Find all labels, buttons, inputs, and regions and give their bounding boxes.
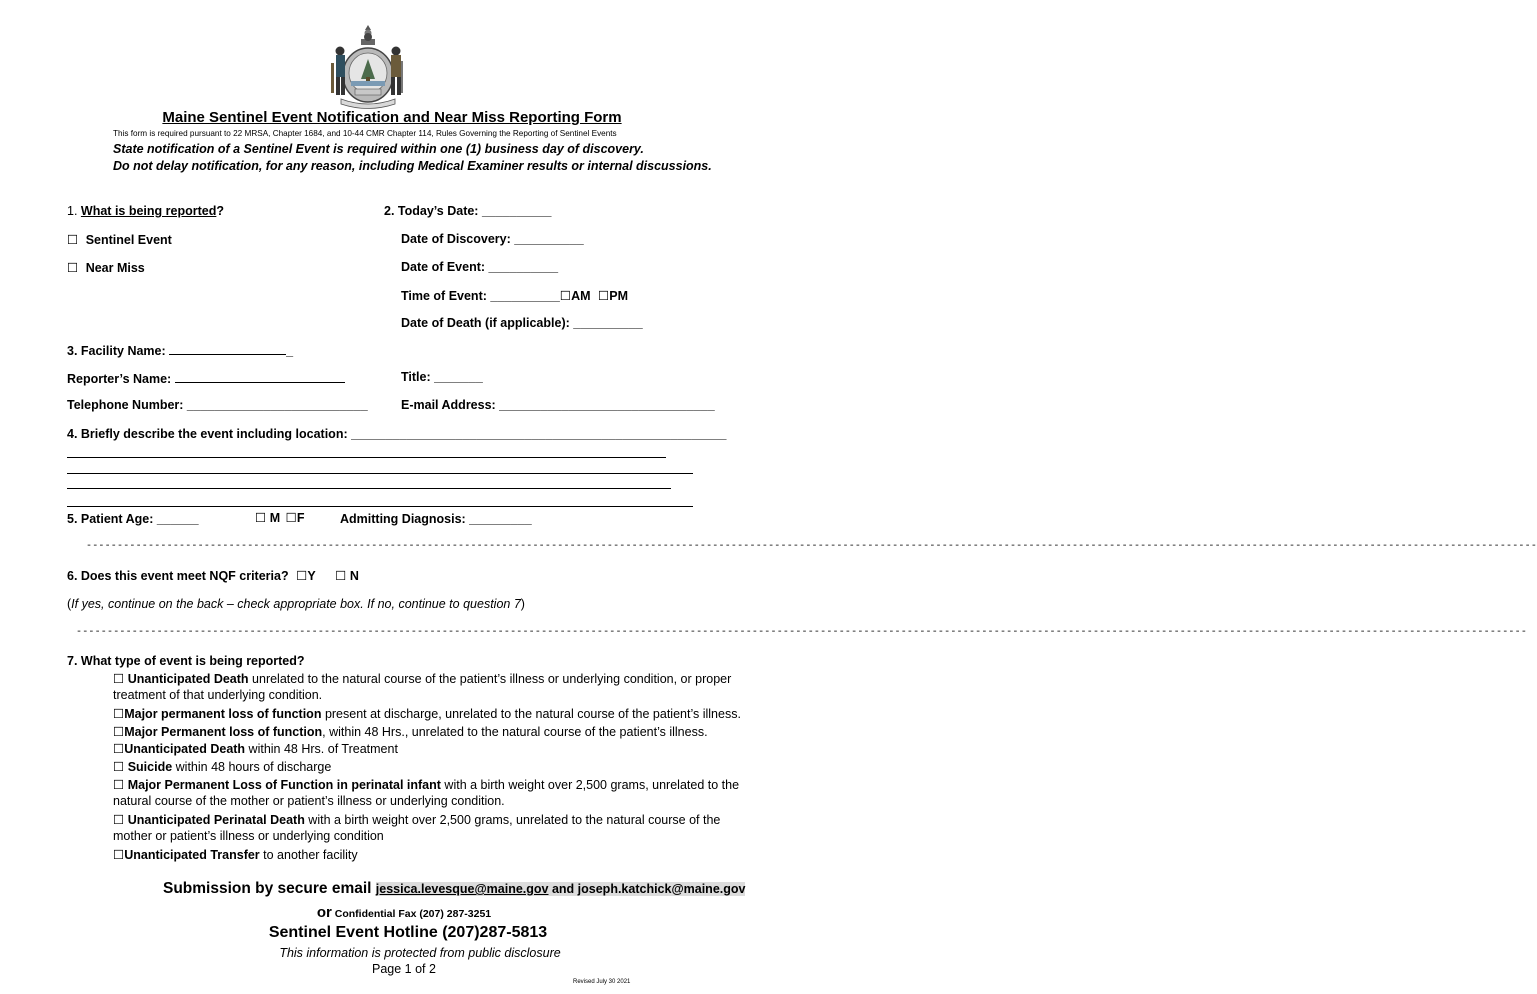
option-text: with a birth weight over 2,500 grams, unrelated to the natural course of the: [304, 813, 721, 827]
submission-emails: [376, 882, 746, 896]
fax-line: [0, 904, 768, 921]
option-near-miss-label: Near Miss: [85, 261, 145, 275]
section-divider: ------------------------------------------------------------------------------------------------------------------------------------------------------------------------------------------------------------------------------------------: [76, 627, 1528, 638]
reporter-name-row: [67, 370, 345, 386]
todays-date-field[interactable]: 2. Today’s Date: __________: [384, 204, 552, 218]
nqf-note-open: (: [67, 597, 72, 611]
option-bold-text: Unanticipated Death: [127, 672, 249, 686]
checkbox-icon[interactable]: ☐: [113, 812, 125, 827]
email-link-katchick[interactable]: joseph.katchick@maine.gov: [577, 882, 746, 896]
facility-name-input[interactable]: [169, 342, 286, 355]
option-continuation: treatment of that underlying condition.: [113, 688, 323, 702]
option-bold-text: Major Permanent Loss of Function in perinatal infant: [127, 778, 441, 792]
reporter-name-label: Reporter’s Name:: [67, 372, 172, 386]
description-line[interactable]: [67, 488, 671, 489]
page-number: Page 1 of 2: [372, 962, 436, 976]
q1-question-mark: ?: [216, 204, 224, 218]
option-text: within 48 hours of discharge: [172, 760, 332, 774]
date-of-discovery-field[interactable]: Date of Discovery: __________: [401, 232, 584, 246]
title-field[interactable]: Title: _______: [401, 370, 483, 384]
event-type-option[interactable]: [113, 741, 398, 756]
checkbox-icon[interactable]: ☐: [559, 288, 572, 303]
checkbox-icon[interactable]: ☐: [113, 777, 125, 792]
fax-number: Confidential Fax (207) 287-3251: [334, 908, 492, 920]
q1-number: 1.: [67, 204, 78, 218]
nqf-note-close: ): [520, 597, 525, 611]
q1-option-sentinel[interactable]: [67, 232, 172, 247]
checkbox-icon[interactable]: ☐: [598, 288, 610, 303]
nqf-note-text: If yes, continue on the back – check appropriate box. If no, continue to question 7: [71, 597, 521, 611]
checkbox-icon[interactable]: ☐: [67, 260, 79, 275]
event-type-option[interactable]: [113, 847, 358, 862]
checkbox-icon[interactable]: ☐: [113, 671, 125, 686]
checkbox-icon[interactable]: ☐: [113, 706, 125, 721]
description-line[interactable]: [67, 473, 693, 474]
option-text: with a birth weight over 2,500 grams, unrelated to the: [440, 778, 740, 792]
event-type-option[interactable]: [113, 777, 739, 792]
protected-notice: This information is protected from public disclosure: [279, 946, 561, 960]
option-text: within 48 Hrs. of Treatment: [245, 742, 398, 756]
checkbox-icon[interactable]: ☐: [113, 741, 125, 756]
pm-label: PM: [609, 289, 629, 303]
nqf-question: 6. Does this event meet NQF criteria?: [67, 569, 289, 583]
event-description-label: 4. Briefly describe the event including location: ______________________________________________________: [67, 427, 727, 441]
or-label: or: [316, 904, 332, 921]
checkbox-icon[interactable]: ☐: [67, 232, 79, 247]
section-divider: ------------------------------------------------------------------------------------------------------------------------------------------------------------------------------------------------------------------------------------------: [86, 541, 1537, 552]
option-bold-text: Unanticipated Transfer: [124, 848, 260, 862]
description-line[interactable]: [67, 506, 693, 507]
q1-question: What is being reported: [80, 204, 217, 218]
event-type-option[interactable]: [113, 724, 708, 739]
male-label: M: [269, 511, 281, 525]
nqf-note: [67, 597, 525, 611]
notice-line-1: State notification of a Sentinel Event is required within one (1) business day of discovery.: [113, 142, 644, 156]
sex-options: [255, 510, 304, 525]
option-continuation: natural course of the mother or patient’s illness or underlying condition.: [113, 794, 505, 808]
checkbox-icon[interactable]: ☐: [113, 847, 125, 862]
form-subtitle: This form is required pursuant to 22 MRSA, Chapter 1684, and 10-44 CMR Chapter 114, Rules Governing the Reporting of Sentinel Events: [113, 129, 617, 138]
option-continuation: mother or patient’s illness or underlying condition: [113, 829, 384, 843]
yes-label: Y: [307, 569, 316, 583]
submission-line: [163, 880, 745, 898]
time-of-event-field[interactable]: Time of Event: __________: [401, 289, 560, 303]
email-field[interactable]: E-mail Address: _______________________________: [401, 398, 715, 412]
telephone-field[interactable]: Telephone Number: __________________________: [67, 398, 368, 412]
option-sentinel-label: Sentinel Event: [85, 233, 172, 247]
am-label: AM: [571, 289, 591, 303]
checkbox-icon[interactable]: ☐: [335, 568, 347, 583]
event-type-option[interactable]: [113, 759, 331, 774]
checkbox-icon[interactable]: ☐: [255, 510, 267, 525]
notice-line-2: Do not delay notification, for any reason, including Medical Examiner results or internal discussions.: [113, 159, 712, 173]
q1-label: [67, 204, 224, 218]
option-bold-text: Suicide: [127, 760, 173, 774]
revised-date: Revised July 30 2021: [573, 979, 631, 985]
option-bold-text: Unanticipated Perinatal Death: [127, 813, 305, 827]
email-link-levesque[interactable]: jessica.levesque@maine.gov: [375, 882, 549, 896]
option-text: , within 48 Hrs., unrelated to the natural course of the patient’s illness.: [322, 725, 708, 739]
form-title: Maine Sentinel Event Notification and Near Miss Reporting Form: [162, 109, 622, 126]
female-label: F: [296, 511, 305, 525]
option-text: present at discharge, unrelated to the natural course of the patient’s illness.: [321, 707, 741, 721]
event-type-option[interactable]: [113, 671, 731, 686]
nqf-criteria-row: [67, 568, 359, 583]
checkbox-icon[interactable]: ☐: [113, 724, 125, 739]
checkbox-icon[interactable]: ☐: [296, 568, 308, 583]
patient-age-field[interactable]: 5. Patient Age: ______: [67, 512, 199, 526]
facility-name-tail: _: [286, 344, 294, 358]
option-bold-text: Major permanent loss of function: [124, 707, 322, 721]
description-line[interactable]: [67, 457, 666, 458]
date-of-event-field[interactable]: Date of Event: __________: [401, 260, 559, 274]
option-text: to another facility: [259, 848, 358, 862]
facility-name-label: 3. Facility Name:: [67, 344, 166, 358]
event-type-option[interactable]: [113, 812, 720, 827]
time-of-event-row: [401, 288, 628, 303]
facility-name-row: [67, 342, 293, 358]
option-text: unrelated to the natural course of the patient’s illness or underlying condition, or proper: [248, 672, 732, 686]
event-type-question: 7. What type of event is being reported?: [67, 654, 305, 668]
admitting-diagnosis-field[interactable]: Admitting Diagnosis: _________: [340, 512, 532, 526]
reporter-name-input[interactable]: [175, 370, 345, 383]
checkbox-icon[interactable]: ☐: [285, 510, 297, 525]
date-of-death-field[interactable]: Date of Death (if applicable): __________: [401, 316, 643, 330]
event-type-option[interactable]: [113, 706, 741, 721]
checkbox-icon[interactable]: ☐: [113, 759, 125, 774]
maine-state-seal-image: [327, 23, 409, 107]
option-bold-text: Major Permanent loss of function: [124, 725, 323, 739]
email-and: and: [548, 882, 578, 896]
submission-label: Submission by secure email: [163, 880, 372, 897]
hotline: Sentinel Event Hotline (207)287-5813: [268, 924, 548, 941]
option-bold-text: Unanticipated Death: [124, 742, 246, 756]
q1-option-near-miss[interactable]: [67, 260, 145, 275]
no-label: N: [349, 569, 359, 583]
